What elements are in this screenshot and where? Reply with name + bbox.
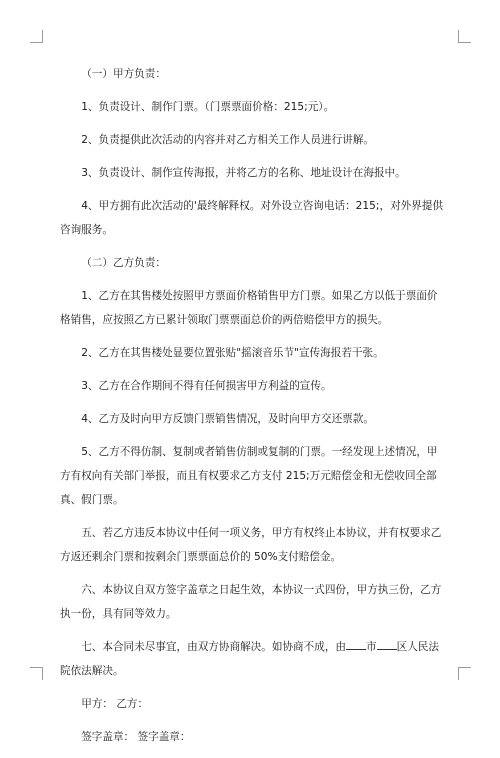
party-a-clause-2: 2、负责提供此次活动的内容并对乙方相关工作人员进行讲解。 [81, 134, 374, 146]
district-blank [377, 636, 397, 650]
party-b-clause-3: 3、乙方在合作期间不得有任何损害甲方利益的宣传。 [81, 380, 332, 392]
crop-mark-bottom-left [30, 667, 43, 680]
signature-seals: 签字盖章： 签字盖章： [81, 731, 191, 743]
party-b-clause-4: 4、乙方及时向甲方反馈门票销售情况，及时向甲方交还票款。 [81, 413, 374, 425]
clause-seven-text-3: 区人民法院依法解决。 [60, 641, 439, 677]
party-b-clause-2: 2、乙方在其售楼处显要位置张贴"摇滚音乐节"宣传海报若干张。 [81, 347, 384, 359]
party-b-clause-1: 1、乙方在其售楼处按照甲方票面价格销售甲方门票。如果乙方以低于票面价格销售，应按照乙方已累计领取门票票面总价的两倍赔偿甲方的损失。 [60, 290, 438, 326]
crop-mark-top-right [458, 30, 471, 43]
party-b-clause-5: 5、乙方不得仿制、复制或者销售仿制或复制的门票。一经发现上述情况，甲方有权向有关部门举报，而且有权要求乙方支付 215;万元赔偿金和无偿收回全部真、假门票。 [60, 446, 438, 506]
clause-seven-text-2: 市 [366, 641, 377, 653]
party-a-clause-4: 4、甲方拥有此次活动的'最终解释权。对外设立咨询电话：215;，对外界提供咨询服务。 [60, 200, 444, 236]
section-party-a-heading: （一）甲方负责： [81, 68, 166, 80]
clause-six: 六、本协议自双方签字盖章之日起生效，本协议一式四份，甲方执三份，乙方执一份，具有同等效力。 [60, 584, 442, 620]
section-party-b-heading: （二）乙方负责： [81, 257, 166, 269]
clause-five: 五、若乙方违反本协议中任何一项义务，甲方有权终止本协议，并有权要求乙方返还剩余门票和按剩余门票票面总价的 50%支付赔偿金。 [60, 527, 442, 563]
document-body [60, 62, 445, 758]
clause-seven [60, 635, 445, 683]
signature-parties: 甲方： 乙方： [81, 698, 149, 710]
city-blank [346, 636, 366, 650]
crop-mark-bottom-right [458, 667, 471, 680]
party-a-clause-1: 1、负责设计、制作门票。（门票票面价格：215;元）。 [81, 101, 335, 113]
party-a-clause-3: 3、负责设计、制作宣传海报，并将乙方的名称、地址设计在海报中。 [81, 167, 406, 179]
clause-seven-text-1: 七、本合同未尽事宜，由双方协商解决。如协商不成，由 [81, 641, 347, 653]
crop-mark-top-left [30, 30, 43, 43]
